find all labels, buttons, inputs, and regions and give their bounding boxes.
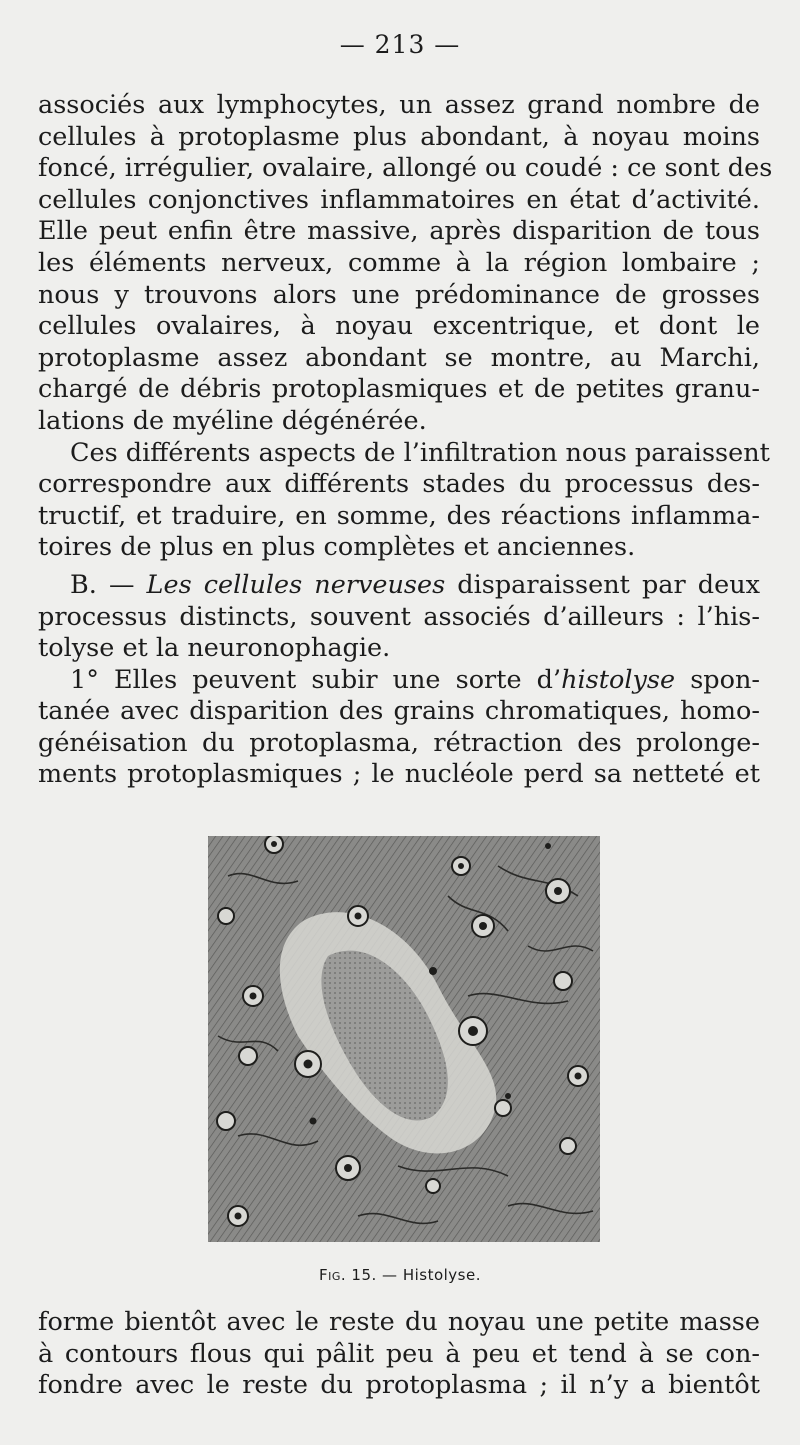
text-line: foncé, irrégulier, ovalaire, allongé ou coudé : ce sont des	[38, 153, 773, 184]
text-line: tructif, et traduire, en somme, des réactions inflamma-	[38, 500, 760, 531]
text-line	[38, 665, 760, 697]
text-line: cellules à protoplasme plus abondant, à noyau moins	[38, 121, 760, 152]
paragraph-nerve-cells	[38, 570, 760, 665]
text-segment: B. —	[70, 569, 147, 600]
body-text-top	[38, 90, 773, 791]
paragraph-aspects	[38, 437, 770, 564]
text-line: cellules ovalaires, à noyau excentrique, et dont le	[38, 311, 760, 342]
text-line: Ces différents aspects de l’infiltration nous paraissent	[70, 437, 770, 468]
text-line: cellules conjonctives inflammatoires en état d’activité.	[38, 184, 760, 215]
paragraph-infiltration-cells	[38, 90, 773, 438]
text-line: Elle peut enfin être massive, après disparition de tous	[38, 216, 760, 247]
text-line: associés aux lymphocytes, un assez grand nombre de	[38, 90, 760, 120]
text-line: tanée avec disparition des grains chromatiques, homo-	[38, 696, 760, 727]
italic-term: histolyse	[561, 664, 676, 695]
text-line: protoplasme assez abondant se montre, au Marchi,	[38, 342, 760, 373]
text-segment: 1° Elles peuvent subir une sorte d’	[70, 664, 562, 695]
histology-figure	[208, 836, 600, 1242]
figure-label: Fig. 15.	[318, 1266, 377, 1284]
figure-title: — Histolyse.	[376, 1266, 481, 1284]
text-line	[38, 570, 760, 602]
text-line: toires de plus en plus complètes et anciennes.	[38, 532, 636, 563]
histolysis-illustration	[208, 836, 600, 1242]
text-segment: disparaissent par deux	[445, 569, 760, 600]
text-line: forme bientôt avec le reste du noyau une petite masse	[38, 1307, 760, 1337]
body-text-bottom	[38, 1307, 760, 1402]
text-line: processus distincts, souvent associés d’ailleurs : l’his-	[38, 601, 760, 632]
text-line: lations de myéline dégénérée.	[38, 405, 427, 436]
text-line: correspondre aux différents stades du processus des-	[38, 469, 760, 500]
text-line: généisation du protoplasma, rétraction des prolonge-	[38, 727, 760, 758]
paragraph-histolysis	[38, 665, 760, 791]
text-line: ments protoplasmiques ; le nucléole perd sa netteté et	[38, 759, 760, 790]
text-line: chargé de débris protoplasmiques et de petites granu-	[38, 374, 760, 405]
italic-term: Les cellules nerveuses	[146, 569, 446, 600]
page-number: — 213 —	[339, 30, 461, 59]
text-line: les éléments nerveux, comme à la région lombaire ;	[38, 247, 760, 278]
text-line: à contours flous qui pâlit peu à peu et tend à se con-	[38, 1338, 760, 1369]
text-segment: spon-	[675, 664, 760, 695]
text-line: tolyse et la neuronophagie.	[38, 633, 391, 664]
text-line: nous y trouvons alors une prédominance de grosses	[38, 279, 760, 310]
text-line: fondre avec le reste du protoplasma ; il n’y a bientôt	[38, 1370, 760, 1401]
figure-caption	[0, 1266, 800, 1284]
